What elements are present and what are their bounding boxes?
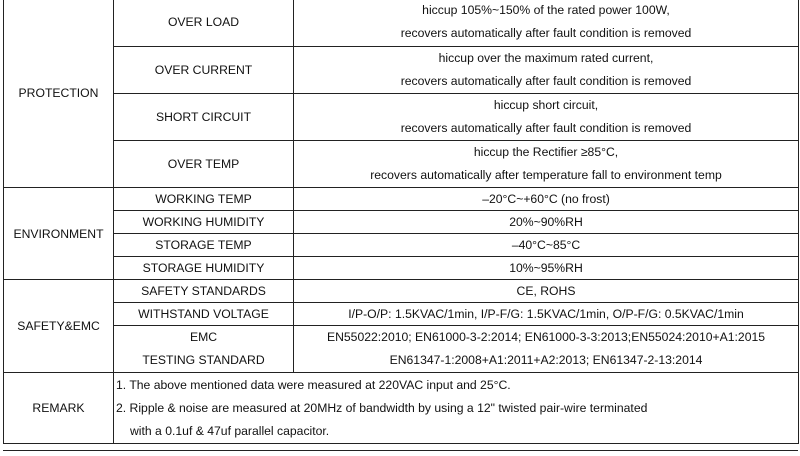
item-over-temp: OVER TEMP [114,141,294,188]
value-line: hiccup 105%~150% of the rated power 100W, [422,3,670,17]
remark-line: 1. The above mentioned data were measured at 220VAC input and 25°C. [116,377,511,392]
bottom-rule [3,450,798,451]
table-row [4,188,799,211]
group-safety-emc: SAFETY&EMC [4,280,114,373]
value-line: recovers automatically after fault condition is removed [400,121,692,135]
table-row [4,47,799,94]
group-protection: PROTECTION [4,0,114,188]
spec-table [3,0,799,444]
value-line: hiccup short circuit, [493,98,599,112]
item-withstand-voltage: WITHSTAND VOLTAGE [114,303,294,326]
value-line: recovers automatically after fault condition is removed [400,74,692,88]
remark-text [114,373,799,444]
table-row [4,326,799,373]
group-remark: REMARK [4,373,114,444]
value-over-temp [294,141,799,188]
value-line: recovers automatically after temperature fall to environment temp [370,168,722,182]
table-row [4,94,799,141]
item-emc-testing-standard [114,326,294,373]
item-short-circuit: SHORT CIRCUIT [114,94,294,141]
table-row [4,141,799,188]
item-line: TESTING STANDARD [142,353,265,367]
item-working-temp: WORKING TEMP [114,188,294,211]
value-line: hiccup over the maximum rated current, [438,51,654,65]
item-safety-standards: SAFETY STANDARDS [114,280,294,303]
value-withstand-voltage: I/P-O/P: 1.5KVAC/1min, I/P-F/G: 1.5KVAC/1min, O/P-F/G: 0.5KVAC/1min [294,303,799,326]
table-row [4,303,799,326]
item-over-current: OVER CURRENT [114,47,294,94]
item-line: EMC [189,330,218,344]
value-working-humidity: 20%~90%RH [294,211,799,234]
value-safety-standards: CE, ROHS [294,280,799,303]
item-storage-humidity: STORAGE HUMIDITY [114,257,294,280]
remark-line: 2. Ripple & noise are measured at 20MHz of bandwidth by using a 12" twisted pair-wire terminated [116,400,648,415]
value-over-load [294,0,799,47]
value-line: EN61347-1:2008+A1:2011+A2:2013; EN61347-2-13:2014 [389,353,703,367]
group-environment: ENVIRONMENT [4,188,114,280]
value-line: hiccup the Rectifier ≥85°C, [473,145,619,159]
value-storage-humidity: 10%~95%RH [294,257,799,280]
table-row [4,280,799,303]
value-storage-temp: –40°C~85°C [294,234,799,257]
value-over-current [294,47,799,94]
table-row [4,373,799,444]
value-short-circuit [294,94,799,141]
value-emc-testing-standard [294,326,799,373]
table-row [4,0,799,47]
item-over-load: OVER LOAD [114,0,294,47]
table-row [4,211,799,234]
item-working-humidity: WORKING HUMIDITY [114,211,294,234]
table-row [4,257,799,280]
value-working-temp: –20°C~+60°C (no frost) [294,188,799,211]
remark-line: with a 0.1uf & 47uf parallel capacitor. [130,423,330,438]
value-line: recovers automatically after fault condition is removed [400,26,692,40]
table-row [4,234,799,257]
value-line: EN55022:2010; EN61000-3-2:2014; EN61000-3-3:2013;EN55024:2010+A1:2015 [326,330,766,344]
item-storage-temp: STORAGE TEMP [114,234,294,257]
